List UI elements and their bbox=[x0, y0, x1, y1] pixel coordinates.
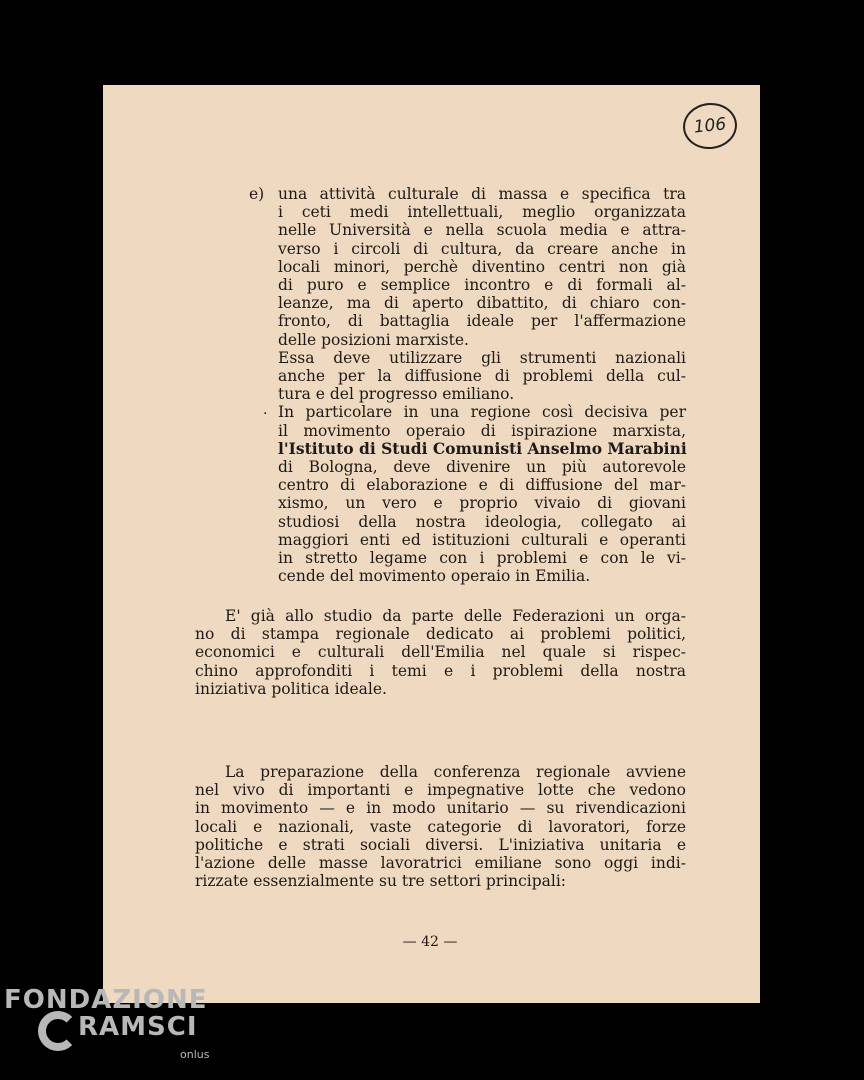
text-line: di Bologna, deve divenire un più autorevole bbox=[278, 458, 686, 477]
text-line: locali minori, perchè diventino centri non già bbox=[278, 257, 686, 276]
text-line: economici e culturali dell'Emilia nel quale si rispec- bbox=[195, 643, 686, 662]
text-line: nel vivo di importanti e impegnative lotte che vedono bbox=[195, 781, 686, 800]
text-line: i ceti medi intellettuali, meglio organizzata bbox=[278, 203, 686, 222]
text-line: di puro e semplice incontro e di formali al- bbox=[278, 276, 686, 295]
text-line: cende del movimento operaio in Emilia. bbox=[278, 567, 591, 586]
text-line: una attività culturale di massa e specifica tra bbox=[278, 185, 686, 203]
text-line: verso i circoli di cultura, da creare anche in bbox=[278, 239, 686, 258]
logo-g-icon bbox=[38, 1011, 78, 1051]
logo-onlus: onlus bbox=[180, 1048, 210, 1061]
text-line: in movimento — e in modo unitario — su rivendicazioni bbox=[195, 799, 686, 818]
text-line: studiosi della nostra ideologia, collegato ai bbox=[278, 512, 686, 531]
item-label: e) bbox=[249, 185, 265, 203]
text-line: E' già allo studio da parte delle Federazioni un orga- bbox=[225, 607, 686, 625]
text-line: fronto, di battaglia ideale per l'affermazione bbox=[278, 312, 686, 331]
text-line: il movimento operaio di ispirazione marxista, bbox=[278, 421, 686, 440]
text-line: no di stampa regionale dedicato ai problemi politici, bbox=[195, 625, 686, 644]
text-line: iniziativa politica ideale. bbox=[195, 679, 387, 698]
text-line: La preparazione della conferenza regionale avviene bbox=[225, 763, 686, 781]
text-line: centro di elaborazione e di diffusione del mar- bbox=[278, 476, 686, 495]
text-line: delle posizioni marxiste. bbox=[278, 330, 469, 349]
item-text bbox=[278, 185, 686, 585]
page-stamp: 106 bbox=[681, 100, 740, 151]
text-line: rizzate essenzialmente su tre settori principali: bbox=[195, 872, 567, 891]
text-line: chino approfonditi i temi e i problemi della nostra bbox=[195, 661, 686, 680]
text-line: l'azione delle masse lavoratrici emiliane sono oggi indi- bbox=[195, 854, 686, 873]
text-line: politiche e strati sociali diversi. L'iniziativa unitaria e bbox=[195, 835, 686, 854]
logo-line2: RAMSCI bbox=[78, 1012, 198, 1042]
text-line: locali e nazionali, vaste categorie di lavoratori, forze bbox=[195, 817, 686, 836]
text-line: nelle Università e nella scuola media e attra- bbox=[278, 221, 686, 240]
page-number: — 42 — bbox=[402, 934, 458, 950]
text-line: maggiori enti ed istituzioni culturali e operanti bbox=[278, 530, 686, 549]
text-line: In particolare in una regione così decisiva per bbox=[278, 403, 686, 422]
text-line: xismo, un vero e proprio vivaio di giovani bbox=[278, 494, 686, 513]
text-line: Essa deve utilizzare gli strumenti nazionali bbox=[278, 348, 686, 367]
paragraph-federazioni bbox=[195, 607, 686, 698]
logo-line1: FONDAZIONE bbox=[4, 985, 208, 1015]
text-line: anche per la diffusione di problemi della cul- bbox=[278, 367, 686, 386]
text-line: in stretto legame con i problemi e con le vi- bbox=[278, 549, 686, 568]
bullet-dot: · bbox=[263, 406, 268, 422]
text-line: leanze, ma di aperto dibattito, di chiaro con- bbox=[278, 294, 686, 313]
paragraph-conferenza bbox=[195, 763, 686, 890]
institute-name: l'Istituto di Studi Comunisti Anselmo Marabini bbox=[278, 438, 687, 458]
text-line: tura e del progresso emiliano. bbox=[278, 385, 515, 404]
